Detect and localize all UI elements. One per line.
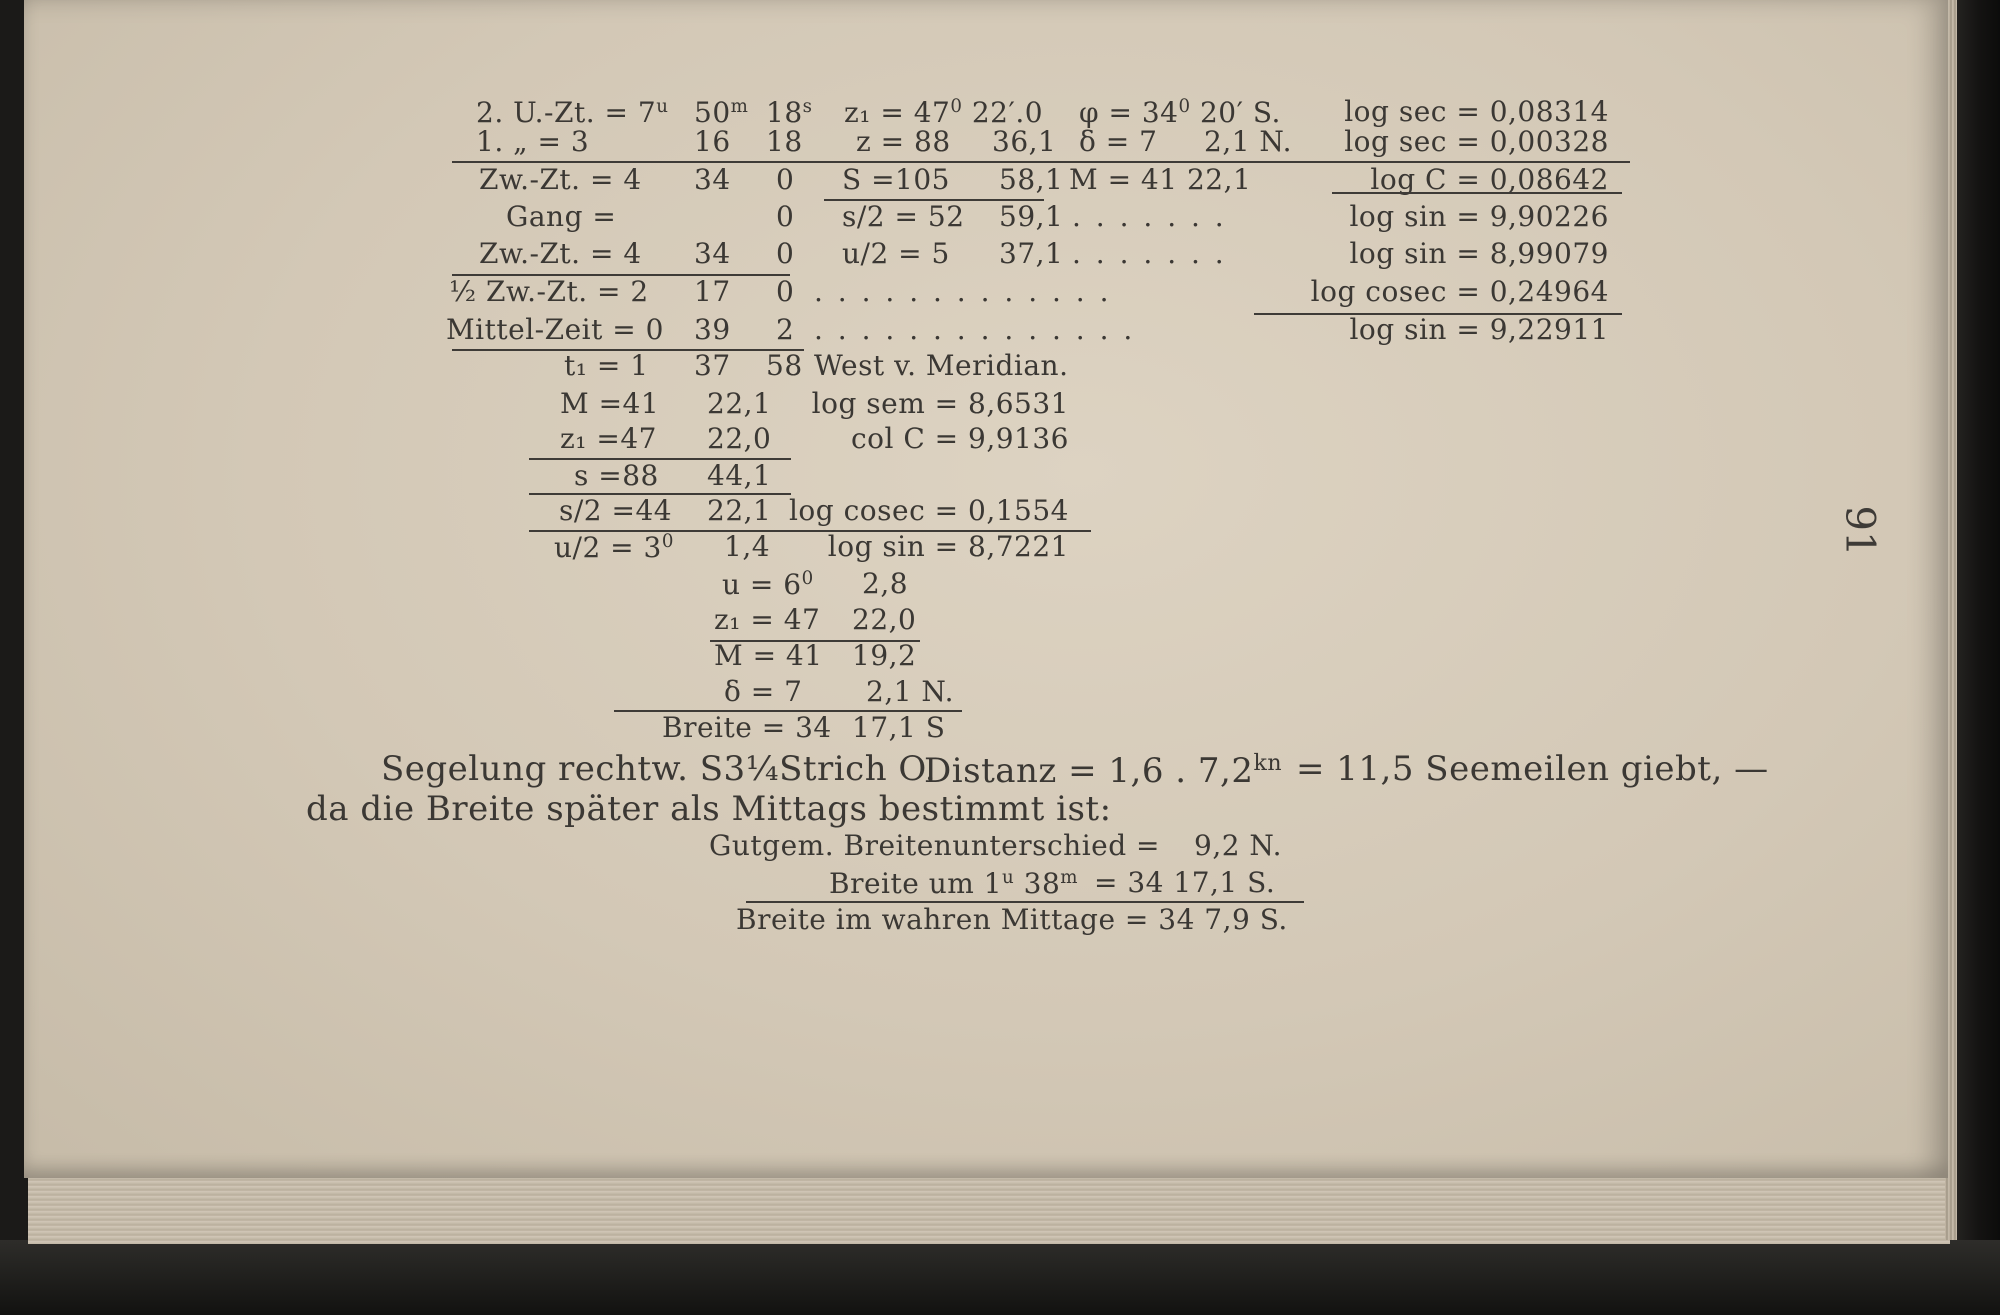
dots-2: . . . . . . . [1072, 237, 1227, 270]
S-minutes: 58,1 [999, 163, 1064, 196]
M2-label: M =41 [560, 387, 660, 420]
time-2-minutes: 50$^m$ [694, 96, 749, 129]
time-1-minutes: 16 [694, 125, 731, 158]
para-line1-c: = 11,5 Seemeilen giebt, — [1296, 749, 1769, 789]
book-cover-bottom [0, 1240, 2000, 1315]
interval-2-seconds: 0 [776, 237, 795, 270]
log-C: log C = 0,08642 [1370, 163, 1609, 196]
page-number: 91 [1836, 505, 1883, 557]
time-1-label: 1. „ = 3 [476, 125, 590, 158]
interval-seconds: 0 [776, 163, 795, 196]
final-row2-label: Breite um 1$^u$ 38$^m$ [829, 867, 1079, 900]
dots-3: . . . . . . . . . . . . . [814, 275, 1112, 308]
half-interval-seconds: 0 [776, 275, 795, 308]
mean-time-label: Mittel-Zeit = 0 [446, 313, 664, 346]
log-sec-1: log sec = 0,08314 [1344, 95, 1609, 128]
time-1-seconds: 18 [766, 125, 803, 158]
t1-label: t₁ = 1 [564, 349, 649, 382]
rule-3 [1332, 192, 1622, 194]
interval-minutes: 34 [694, 163, 731, 196]
dots-1: . . . . . . . [1072, 200, 1227, 233]
delta-2-label: δ = 7 [724, 675, 803, 708]
final-row3: Breite im wahren Mittage = 34 7,9 S. [736, 903, 1288, 936]
half-interval-label: ½ Zw.-Zt. = 2 [449, 275, 649, 308]
time-2-label: 2. U.-Zt. = $7^u$ [476, 96, 669, 129]
col-C: col C = 9,9136 [850, 422, 1069, 455]
dots-4: . . . . . . . . . . . . . . [814, 313, 1136, 346]
delta-value: δ = 7 [1079, 125, 1158, 158]
s-half-2-label: s/2 =44 [559, 494, 673, 527]
interval-2-minutes: 34 [694, 237, 731, 270]
M2-value: 22,1 [707, 387, 772, 420]
z1-2-value: 22,0 [707, 422, 772, 455]
delta-2-value: 2,1 N. [866, 675, 955, 708]
para-line1-b: Distanz = 1,6 . $7,2^{kn}$ [924, 750, 1283, 792]
z-minutes: 36,1 [992, 125, 1057, 158]
time-2-seconds: 18$^s$ [766, 96, 813, 129]
log-sin-2: log sin = 8,99079 [1349, 237, 1609, 270]
para-line1-a: Segelung rechtw. S3¼Strich O. [381, 749, 937, 789]
mean-time-minutes: 39 [694, 313, 731, 346]
phi-value: $\varphi = 34^0$ 20′ S. [1079, 96, 1281, 129]
s-label: s =88 [574, 459, 659, 492]
final-row2-value: = 34 17,1 S. [1094, 866, 1276, 899]
log-sec-2: log sec = 0,00328 [1344, 125, 1609, 158]
mean-time-seconds: 2 [776, 313, 795, 346]
s-half-value: s/2 = 52 [842, 200, 965, 233]
log-cosec-2: log cosec = 0,1554 [788, 494, 1069, 527]
z1-3-label: z₁ = 47 [714, 603, 821, 636]
s-half-2-value: 22,1 [707, 494, 772, 527]
t1-note: West v. Meridian. [814, 349, 1069, 382]
M3-value: 19,2 [852, 639, 917, 672]
S-value: S =105 [842, 163, 950, 196]
z1-value: $z_1 = 47^0$ 22′.0 [844, 96, 1044, 129]
s-half-minutes: 59,1 [999, 200, 1064, 233]
delta-minutes: 2,1 N. [1204, 125, 1293, 158]
breite-label: Breite = 34 [662, 711, 832, 744]
page-block-edges [28, 1170, 1950, 1244]
u-half-2-value: 1,4 [724, 530, 771, 563]
s-value: 44,1 [707, 459, 772, 492]
t1-seconds: 58 [766, 349, 803, 382]
z-value: z = 88 [856, 125, 951, 158]
u-value: 2,8 [862, 567, 909, 600]
gang-value: 0 [776, 200, 795, 233]
breite-value: 17,1 S [852, 711, 946, 744]
interval-2-label: Zw.-Zt. = 4 [479, 237, 642, 270]
M3-label: M = 41 [714, 639, 823, 672]
log-sin-3: log sin = 9,22911 [1349, 313, 1609, 346]
book-page [24, 0, 1948, 1178]
final-row1-label: Gutgem. Breitenunterschied = [709, 829, 1161, 862]
z1-2-label: z₁ =47 [560, 422, 657, 455]
z1-3-value: 22,0 [852, 603, 917, 636]
log-sin-4: log sin = 8,7221 [827, 530, 1069, 563]
gang-label: Gang = [506, 200, 617, 233]
t1-minutes: 37 [694, 349, 731, 382]
u-label: $u = 6^0$ [722, 568, 814, 601]
para-line2: da die Breite später als Mittags bestimmt ist: [306, 789, 1112, 829]
u-half-value: u/2 = 5 [842, 237, 950, 270]
log-sin-1: log sin = 9,90226 [1349, 200, 1609, 233]
final-row1-value: 9,2 N. [1194, 829, 1283, 862]
M-value: M = 41 22,1 [1069, 163, 1252, 196]
half-interval-minutes: 17 [694, 275, 731, 308]
u-half-minutes: 37,1 [999, 237, 1064, 270]
interval-label: Zw.-Zt. = 4 [479, 163, 642, 196]
u-half-2-label: $u/2 = 3^0$ [554, 531, 674, 564]
log-cosec: log cosec = 0,24964 [1310, 275, 1609, 308]
log-sem: log sem = 8,6531 [811, 387, 1069, 420]
